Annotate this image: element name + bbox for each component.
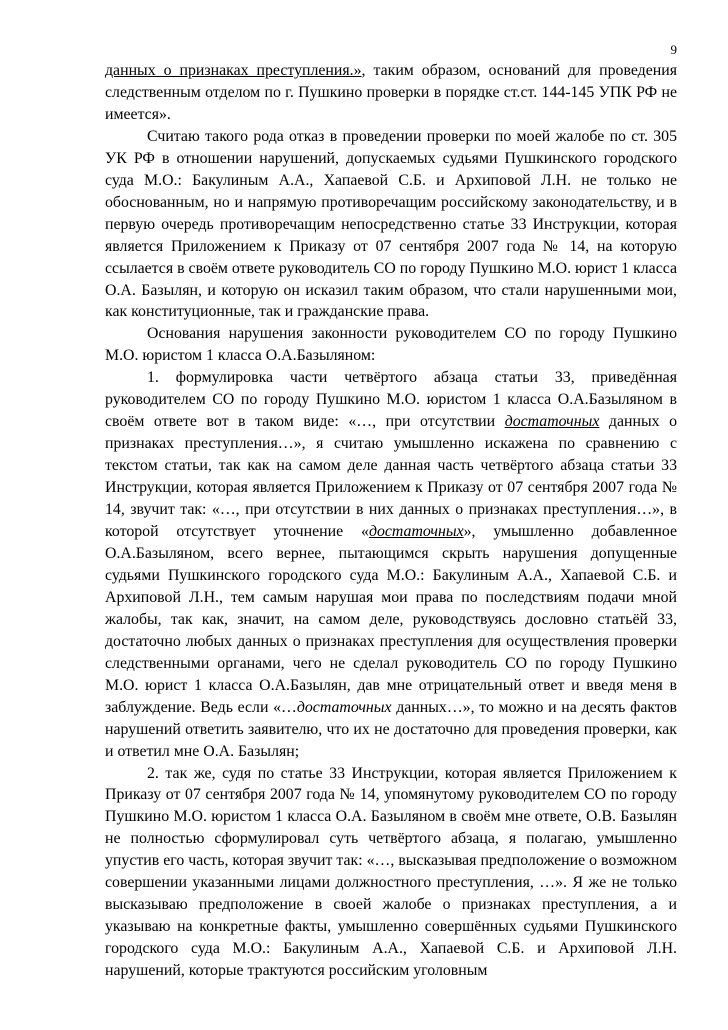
text-run: Считаю такого рода отказ в проведении проверки по моей жалобе по ст. 305 УК РФ в отношении нарушений, допускаемых судьями Пушкинского городского суда М.О.: Бакулиным А.А., Хапаевой С.Б. и Архиповой Л.Н. не только не обоснованным, но и напрямую противоречащим российскому законодательству, и в первую очередь противоречащим непосредственно статье 33 Инструкции, которая является Приложением к Приказу от 07 сентября 2007 года № 14, на которую ссылается в своём ответе руководитель СО по городу Пушкино М.О. юрист 1 класса О.А. Базылян, и которую он исказил таким образом, что стали нарушенными мои, как конституционные, так и гражданские права. <box>105 127 677 321</box>
text-run: Основания нарушения законности руководителем СО по городу Пушкино М.О. юристом 1 класса О.А.Базыляном: <box>105 325 677 365</box>
text-run: данных…», то можно и на десять фактов нарушений ответить заявителю, что их не достаточно для проведения проверки, как и ответил мне О.А. Базылян; <box>105 698 677 760</box>
text-run: 2. так же, судя по статье 33 Инструкции, которая является Приложением к Приказу от 07 сентября 2007 года № 14, упомянутому руководителем СО по городу Пушкино М.О. юристом 1 класса О.А. Базыляном в своём мне ответе, О.В. Базылян не полностью сформулировал суть четвёртого абзаца, я полагаю, умышленно упустив его часть, которая звучит так: «…, высказывая предположение о возможном совершении указанными лицами должностного преступления, …». Я же не только высказываю предположение в своей жалобе о признаках преступления, а и указываю на конкретные факты, умышленно совершённых судьями Пушкинского городского суда М.О.: Бакулиным А.А., Хапаевой С.Б. и Архиповой Л.Н. нарушений, которые трактуются российским уголовным <box>105 764 677 980</box>
text-run: 1. формулировка части четвёртого абзаца статьи 33, приведённая руководителем СО по городу Пушкино М.О. юристом 1 класса О.А.Базыляном в своём ответе вот в таком виде: «…, при отсутствии <box>105 369 677 431</box>
text-run: , таким образом, оснований для проведения следственным отделом по г. Пушкино проверки в порядке ст.ст. 144-145 УПК РФ не имеется». <box>105 62 678 123</box>
text-run: данных о признаках преступления…», я считаю умышленно искажена по сравнению с текстом статьи, так как на самом деле данная часть четвёртого абзаца статьи 33 Инструкции, которая является Приложением к Приказу от 07 сентября 2007 года № 14, звучит так: «…, при отсутствии в них данных о признаках преступления…», в которой отсутствует уточнение « <box>105 413 678 541</box>
emphasized-text-run: достаточных <box>368 523 464 541</box>
document-body <box>105 60 677 982</box>
paragraph-refusal-assessment <box>105 126 677 324</box>
paragraph-point-2 <box>105 763 677 983</box>
paragraph-grounds-heading <box>105 323 677 367</box>
paragraph-point-1 <box>105 367 677 762</box>
page-number: 9 <box>670 42 677 57</box>
emphasized-text-run: достаточных <box>504 413 600 431</box>
paragraph-continuation <box>105 60 677 126</box>
text-run: », умышленно добавленное О.А.Базыляном, всего вернее, пытающимся скрыть нарушения допущенные судьями Пушкинского городского суда М.О.: Бакулиным А.А., Хапаевой С.Б. и Архиповой Л.Н., тем самым нарушая мои права по последствиям подачи мной жалобы, так как, значит, на самом деле, руководствуясь дословно статьёй 33, достаточно любых данных о признаках преступления для осуществления проверки следственными органами, чего не сделал руководитель СО по городу Пушкино М.О. юрист 1 класса О.А.Базылян, дав мне отрицательный ответ и введя меня в заблуждение. Ведь если «… <box>105 523 677 716</box>
emphasized-text-run: данных о признаках преступления.» <box>105 62 362 79</box>
emphasized-text-run: достаточных <box>296 698 392 716</box>
